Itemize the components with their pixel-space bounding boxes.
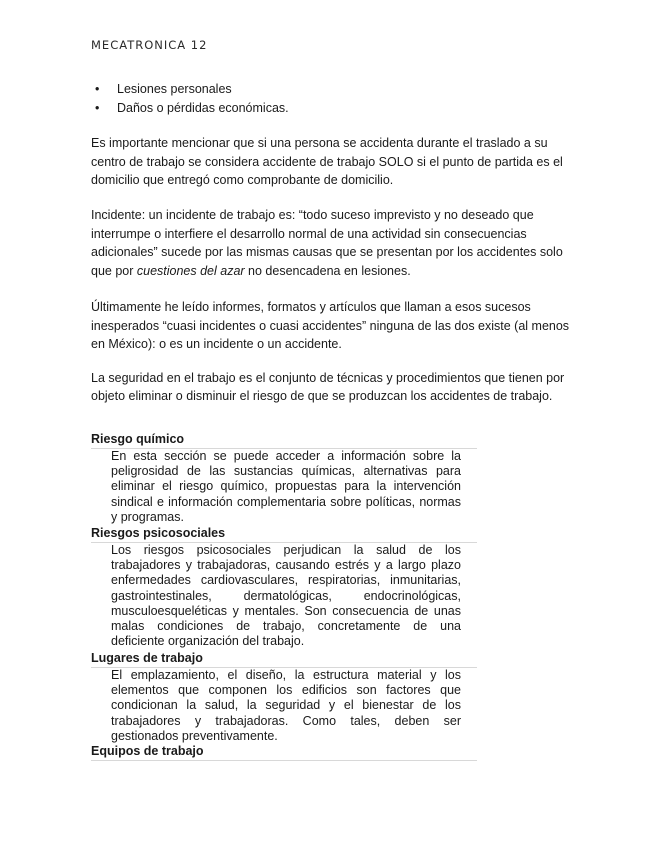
section-title-workplaces: Lugares de trabajo: [91, 651, 203, 665]
paragraph-text: Incidente: un incidente de trabajo es: “todo suceso imprevisto y no deseado que interrumpe o interfiere el desarrollo normal de una actividad sin consecuencias adicionales” sucede por las mismas causas que se presentan por los accidentes solo que por: [91, 208, 563, 278]
section-title-chemical-risk: Riesgo químico: [91, 432, 185, 446]
list-item-text: Daños o pérdidas económicas.: [117, 101, 289, 115]
bullet-marker: •: [95, 101, 100, 115]
bullet-list: [95, 80, 289, 118]
running-header: MECATRONICA 12: [91, 38, 208, 52]
paragraph-work-safety: La seguridad en el trabajo es el conjunto de técnicas y procedimientos que tienen por objeto eliminar o disminuir el riesgo de que se produzcan los accidentes de trabajo.: [91, 371, 565, 403]
section-body-psychosocial-risks: Los riesgos psicosociales perjudican la salud de los trabajadores y trabajadoras, causando estrés y a largo plazo enfermedades cardiovasculares, respiratorias, inmunitarias, gastrointestinales, dermatológicas, endocrinológicas, musculoesqueléticas y mentales. Son consecuencia de unas malas condiciones de trabajo, concretamente de una deficiente organización del trabajo.: [111, 543, 461, 649]
section-title-psychosocial-risks: Riesgos psicosociales: [91, 526, 226, 540]
paragraph-commute-accident: Es importante mencionar que si una persona se accidenta durante el traslado a su centro de trabajo se considera accidente de trabajo SOLO si el punto de partida es el domicilio que entregó como comprobante de domicilio.: [91, 136, 563, 187]
bullet-marker: •: [95, 82, 100, 96]
paragraph-incident-definition: [91, 206, 571, 280]
list-item: [95, 99, 289, 118]
list-item: [95, 80, 289, 99]
list-item-text: Lesiones personales: [117, 82, 232, 96]
section-title-work-equipment: Equipos de trabajo: [91, 744, 204, 758]
section-divider: [91, 760, 477, 761]
section-body-chemical-risk: En esta sección se puede acceder a información sobre la peligrosidad de las sustancias químicas, alternativas para eliminar el riesgo químico, propuestas para la intervención sindical e información complementaria sobre políticas, normas y programas.: [111, 449, 461, 524]
paragraph-text: no desencadena en lesiones.: [244, 263, 411, 278]
section-body-workplaces: El emplazamiento, el diseño, la estructura material y los elementos que componen los edificios son factores que condicionan la salud, la seguridad y el bienestar de los trabajadores y trabajadoras. Como tales, deben ser gestionados preventivamente.: [111, 668, 461, 743]
paragraph-quasi-incidents: Últimamente he leído informes, formatos y artículos que llaman a esos sucesos inesperados “cuasi incidentes o cuasi accidentes” ninguna de las dos existe (al menos en México): o es un incidente o un accidente.: [91, 300, 570, 351]
italic-phrase: cuestiones del azar: [136, 263, 245, 278]
